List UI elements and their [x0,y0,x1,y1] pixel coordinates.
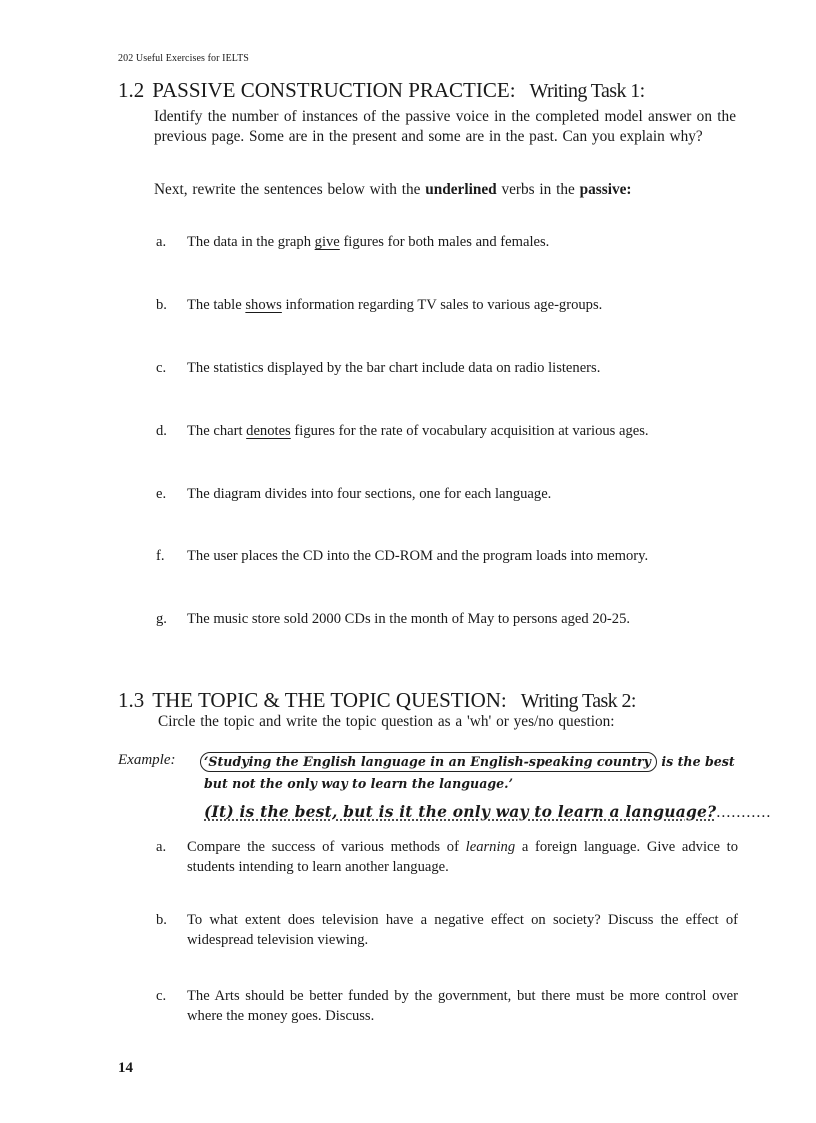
section-1-2-intro: Identify the number of instances of the passive voice in the completed model answer on the previous page. Some are in the present and some are in the past. Can you explain why? [154,108,736,145]
running-header: 202 Useful Exercises for IELTS [118,53,249,64]
exercise-item-a [156,232,738,252]
item-text [187,232,738,252]
item-text-part: The chart [187,423,247,439]
task-label: Writing Task 2: [520,690,636,712]
exercise-item-d [156,421,738,441]
italic-word: learning [465,839,516,855]
item-text: The diagram divides into four sections, one for each language. [187,486,552,502]
item-letter: f. [156,548,165,564]
item-letter: b. [156,297,167,313]
instruction-bold-underlined: underlined [425,181,497,198]
section-1-2-instruction [154,180,754,200]
section-1-2-heading [118,78,645,103]
exercise-item-g [156,609,738,629]
item-text [187,295,738,315]
item-letter: c. [156,988,167,1004]
item-text: The Arts should be better funded by the government, but there must be more control over where the money goes. Discuss. [187,988,738,1024]
topic-item-a [156,837,738,877]
section-1-3-heading [118,688,636,713]
section-1-3-instruction: Circle the topic and write the topic question as a 'wh' or yes/no question: [158,713,615,730]
instruction-text: verbs in the [496,181,580,198]
item-text: To what extent does television have a negative effect on society? Discuss the effect of widespread television viewing. [187,912,738,948]
item-text [187,837,738,877]
example-quote-line-1 [204,751,744,773]
dotted-answer-line: ........... [716,804,772,821]
section-number: 1.3 [118,688,145,712]
item-letter: d. [156,423,167,439]
example-quote-line-2: but not the only way to learn the language.’ [204,776,513,791]
circled-topic: ‘Studying the English language in an English-speaking country [200,752,657,772]
topic-item-b [156,910,738,950]
item-text: The statistics displayed by the bar chart include data on radio listeners. [187,360,601,376]
exercise-item-f [156,546,738,566]
instruction-text: Next, rewrite the sentences below with the [154,181,426,198]
item-letter: c. [156,360,167,376]
item-text-part: a foreign language. Give advice to students intending to learn another language. [187,839,739,875]
item-text [187,421,738,441]
exercise-item-e [156,484,738,504]
example-label: Example: [118,752,176,768]
item-text-part: The data in the graph [187,234,315,250]
underlined-verb: shows [245,297,282,313]
underlined-verb: denotes [246,423,291,439]
exercise-item-b [156,295,738,315]
item-letter: e. [156,486,167,502]
item-letter: a. [156,839,167,855]
page-number: 14 [118,1060,133,1076]
item-text-part: figures for the rate of vocabulary acquisition at various ages. [290,423,649,439]
item-text-part: The table [187,297,246,313]
task-label: Writing Task 1: [529,80,645,102]
handwritten-answer: (It) is the best, but is it the only way to learn a language? [204,802,717,821]
underlined-verb: give [314,234,340,250]
item-letter: a. [156,234,167,250]
item-text: The music store sold 2000 CDs in the month of May to persons aged 20-25. [187,611,631,627]
item-letter: g. [156,611,167,627]
section-number: 1.2 [118,78,145,102]
example-quote [204,751,744,795]
item-text: The user places the CD into the CD-ROM and the program loads into memory. [187,548,649,564]
topic-item-c [156,986,738,1026]
item-text-part: figures for both males and females. [339,234,550,250]
section-title: THE TOPIC & THE TOPIC QUESTION: [152,688,507,712]
item-text-part: Compare the success of various methods of [187,839,466,855]
item-letter: b. [156,912,167,928]
exercise-item-c [156,358,738,378]
example-quote-rest: is the best [656,754,735,769]
handwritten-answer-line [204,802,772,822]
section-title: PASSIVE CONSTRUCTION PRACTICE: [152,78,516,102]
item-text-part: information regarding TV sales to various age-groups. [281,297,603,313]
instruction-bold-passive: passive: [579,181,632,198]
